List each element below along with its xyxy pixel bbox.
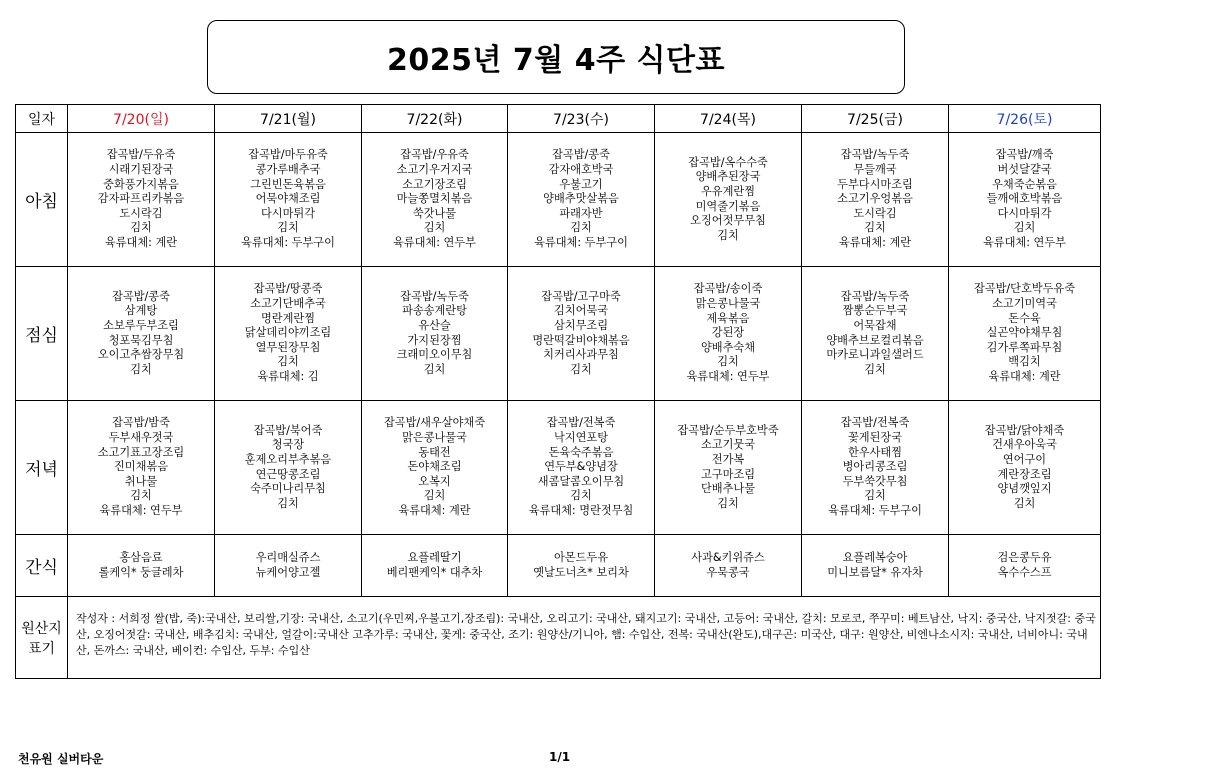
meal-label: 저녁 [16, 401, 68, 535]
menu-item: 소고기표고장조림 [97, 445, 185, 459]
menu-item: 육류대체: 계란 [104, 235, 178, 249]
menu-item: 파래자반 [559, 206, 603, 220]
meal-label: 점심 [16, 267, 68, 401]
menu-item: 양배추된장국 [695, 170, 761, 184]
breakfast-row [16, 133, 1101, 267]
menu-item: 닭살데리야끼조림 [244, 326, 332, 340]
page-title: 2025년 7월 4주 식단표 [387, 43, 725, 78]
menu-item: 그린빈돈육볶음 [250, 177, 326, 191]
menu-item: 요플레복숭아 [842, 550, 908, 564]
menu-item: 동태전 [418, 445, 451, 459]
menu-item: 소보루두부조림 [103, 318, 179, 332]
meal-cell [655, 133, 802, 267]
menu-item: 롤케익* 둥글레차 [98, 565, 184, 579]
menu-item: 잡곡밥/콩죽 [552, 148, 610, 162]
menu-item: 제육볶음 [706, 311, 750, 325]
menu-item: 김치 [277, 355, 299, 369]
menu-item: 육류대체: 명란젓무침 [528, 503, 634, 517]
menu-item: 훈제오리부추볶음 [244, 452, 332, 466]
menu-item: 돈육숙주볶음 [548, 445, 614, 459]
menu-item: 잡곡밥/단호박두유죽 [973, 282, 1076, 296]
menu-item: 소고기우엉볶음 [837, 192, 913, 206]
header-row [16, 105, 1101, 133]
meal-cell [68, 535, 215, 597]
menu-item: 오복지 [418, 474, 451, 488]
menu-item: 우채죽순볶음 [992, 177, 1057, 191]
title-box [207, 20, 905, 94]
menu-item: 청국장 [271, 438, 305, 452]
menu-item: 김치 [423, 489, 446, 503]
menu-item: 우묵콩국 [706, 565, 750, 579]
menu-item: 김치 [864, 221, 886, 235]
menu-item: 잡곡밥/북어죽 [253, 423, 323, 437]
menu-item: 요플레딸기 [407, 550, 462, 564]
menu-item: 꽃게된장국 [847, 431, 903, 445]
menu-item: 잡곡밥/송이죽 [693, 282, 763, 296]
menu-item: 육류대체: 연두부 [983, 235, 1066, 249]
meal-cell [215, 535, 362, 597]
meal-cell [655, 267, 802, 401]
menu-item: 크래미오이무침 [396, 348, 473, 362]
menu-item: 잡곡밥/옥수수죽 [688, 155, 768, 169]
menu-item: 전가복 [711, 452, 745, 466]
meal-cell [68, 133, 215, 267]
menu-item: 김치 [570, 489, 592, 503]
menu-item: 실곤약야채무침 [986, 326, 1063, 340]
menu-item: 김치 [423, 221, 446, 235]
menu-item: 옥수수스프 [997, 565, 1052, 579]
menu-item: 김치 [130, 362, 152, 376]
menu-item: 한우사태찜 [847, 445, 903, 459]
meal-cell [949, 267, 1101, 401]
day-header: 7/24(목) [655, 105, 802, 133]
menu-item: 두부새우젓국 [108, 431, 174, 445]
menu-item: 김치 [864, 489, 886, 503]
menu-item: 낙지연포탕 [553, 431, 609, 445]
menu-item: 잡곡밥/콩죽 [112, 289, 170, 303]
day-header: 7/21(월) [215, 105, 362, 133]
lunch-row [16, 267, 1101, 401]
menu-item: 잡곡밥/우유죽 [400, 148, 469, 162]
menu-item: 다시마튀각 [260, 206, 316, 220]
meal-label: 간식 [16, 535, 68, 597]
day-header: 7/23(수) [508, 105, 655, 133]
menu-item: 김치 [277, 221, 299, 235]
menu-item: 가지된장찜 [407, 333, 462, 347]
menu-item: 잡곡밥/녹두죽 [840, 148, 910, 162]
meal-cell [802, 267, 949, 401]
menu-item: 김치 [570, 362, 592, 376]
menu-item: 잡곡밥/밤죽 [112, 416, 170, 430]
meal-cell [215, 133, 362, 267]
footer-org: 천유원 실버타운 [18, 752, 104, 766]
day-header: 7/20(일) [68, 105, 215, 133]
menu-item: 맑은콩나물국 [402, 431, 467, 445]
menu-item: 취나물 [124, 474, 158, 488]
meal-cell [215, 267, 362, 401]
menu-item: 미니보름달* 유자차 [827, 565, 923, 579]
menu-item: 잡곡밥/고구마죽 [541, 289, 621, 303]
origin-row [16, 597, 1101, 679]
menu-item: 김치 [130, 489, 152, 503]
menu-item: 두부다시마조림 [837, 177, 913, 191]
menu-item: 새콤달콤오이무침 [537, 474, 625, 488]
menu-item: 단배추나물 [700, 482, 756, 496]
menu-item: 돈수육 [1008, 311, 1041, 325]
menu-item: 연근땅콩조림 [255, 467, 321, 481]
menu-item: 짬뽕순두부국 [842, 304, 908, 318]
menu-item: 계란장조림 [997, 467, 1052, 481]
menu-item: 잡곡밥/깨죽 [995, 148, 1054, 162]
menu-item: 육류대체: 계란 [988, 369, 1061, 383]
menu-item: 김치 [1013, 221, 1036, 235]
menu-item: 잡곡밥/녹두죽 [840, 289, 910, 303]
menu-item: 뉴케어양고젤 [255, 565, 321, 579]
menu-item: 소고기뭇국 [700, 438, 756, 452]
menu-item: 마카로니과일샐러드 [826, 348, 924, 362]
menu-item: 쑥갓나물 [412, 206, 457, 220]
meal-cell [802, 535, 949, 597]
menu-item: 육류대체: 연두부 [99, 503, 183, 517]
menu-item: 육류대체: 두부구이 [241, 235, 335, 249]
menu-item: 육류대체: 김 [257, 369, 319, 383]
menu-item: 잡곡밥/땅콩죽 [253, 282, 323, 296]
menu-table [15, 104, 1101, 679]
menu-item: 명란계란찜 [260, 311, 316, 325]
meal-cell [362, 401, 508, 535]
menu-item: 감자애호박국 [548, 163, 614, 177]
menu-item: 열무된장무침 [255, 340, 321, 354]
menu-item: 다시마튀각 [997, 206, 1052, 220]
meal-cell [655, 401, 802, 535]
meal-cell [802, 401, 949, 535]
menu-item: 도시락김 [853, 206, 897, 220]
meal-label: 아침 [16, 133, 68, 267]
menu-item: 건새우아욱국 [992, 438, 1057, 452]
menu-item: 김치 [717, 355, 739, 369]
menu-item: 어묵야채조림 [255, 192, 321, 206]
menu-item: 아몬드두유 [553, 550, 609, 564]
meal-cell [802, 133, 949, 267]
menu-item: 잡곡밥/마두유죽 [248, 148, 328, 162]
menu-item: 중화풍가지볶음 [103, 177, 179, 191]
meal-cell [215, 401, 362, 535]
menu-item: 파송송계란탕 [402, 304, 467, 318]
menu-item: 육류대체: 연두부 [393, 235, 476, 249]
menu-item: 들깨애호박볶음 [986, 192, 1063, 206]
meal-cell [508, 401, 655, 535]
origin-text: 작성자 : 서희정 쌀(밥, 죽):국내산, 보리쌀,기장: 국내산, 소고기(우민찌,우불고기,장조림): 국내산, 오리고기: 국내산, 돼지고기: 국내산, 고등어: 국내산, 갈치: 모로코, 쭈꾸미: 베트남산, 낙지: 중국산, 낙지젓갈: 중국산, 오징어젓갈: 국내산, 배추김치: 국내산, 얼갈이:국내산 고추가루: 국내산, 꽃게: 중국산, 조기: 원양산/기니아, 햄: 수입산, 전복: 국내산(완도),대구곤: 미국산, 대구: 원양산, 비엔나소시지: 국내산, 너비아니: 국내산, 돈까스: 국내산, 베이컨: 수입산, 두부: 수입산 [68, 597, 1101, 679]
menu-item: 육류대체: 계란 [398, 503, 471, 517]
menu-item: 무들깨국 [853, 163, 897, 177]
menu-item: 김치 [717, 496, 739, 510]
menu-item: 오징어젓무무침 [690, 214, 766, 228]
menu-item: 콩가루배추국 [255, 163, 321, 177]
meal-cell [655, 535, 802, 597]
menu-item: 우유계란찜 [700, 184, 756, 198]
menu-item: 홍삼음료 [119, 550, 163, 564]
menu-item: 김치 [864, 362, 886, 376]
meal-cell [508, 535, 655, 597]
origin-label: 원산지 표기 [16, 597, 68, 679]
meal-cell [68, 401, 215, 535]
menu-item: 잡곡밥/전복죽 [840, 416, 910, 430]
menu-item: 육류대체: 두부구이 [828, 503, 922, 517]
menu-item: 김치 [570, 221, 592, 235]
menu-item: 양배추맛살볶음 [543, 192, 619, 206]
menu-item: 옛날도너츠* 보리차 [533, 565, 629, 579]
menu-item: 잡곡밥/닭야채죽 [984, 423, 1065, 437]
menu-item: 강된장 [711, 326, 745, 340]
menu-item: 연어구이 [1002, 452, 1047, 466]
menu-item: 어묵잡채 [853, 318, 897, 332]
menu-item: 김치 [130, 221, 152, 235]
meal-cell [68, 267, 215, 401]
dinner-row [16, 401, 1101, 535]
menu-item: 진미채볶음 [113, 460, 169, 474]
footer-page: 1/1 [549, 750, 571, 764]
menu-item: 육류대체: 두부구이 [534, 235, 628, 249]
meal-cell [949, 133, 1101, 267]
menu-item: 잡곡밥/새우살야채죽 [383, 416, 486, 430]
day-header: 7/25(금) [802, 105, 949, 133]
menu-item: 육류대체: 연두부 [686, 369, 770, 383]
menu-item: 김가루쪽파무침 [986, 340, 1063, 354]
menu-item: 잡곡밥/전복죽 [546, 416, 616, 430]
menu-item: 숙주미나리무침 [250, 482, 326, 496]
day-header: 7/22(화) [362, 105, 508, 133]
menu-item: 도시락김 [119, 206, 163, 220]
menu-item: 명란떡갈비야채볶음 [532, 333, 630, 347]
menu-item: 두부쑥갓무침 [842, 474, 908, 488]
menu-item: 병아리콩조림 [842, 460, 908, 474]
menu-item: 김치 [277, 496, 299, 510]
menu-item: 육류대체: 계란 [838, 235, 912, 249]
menu-item: 양배추브로컬리볶음 [826, 333, 924, 347]
meal-cell [362, 133, 508, 267]
menu-item: 우리매실쥬스 [255, 550, 321, 564]
menu-item: 양배추숙채 [700, 340, 756, 354]
meal-cell [949, 401, 1101, 535]
meal-cell [362, 267, 508, 401]
menu-item: 잡곡밥/두유죽 [106, 148, 176, 162]
menu-item: 버섯달걀국 [997, 163, 1052, 177]
menu-item: 고구마조림 [700, 467, 756, 481]
menu-item: 치커리사과무침 [543, 348, 619, 362]
meal-cell [362, 535, 508, 597]
menu-item: 오이고추쌈장무침 [97, 348, 185, 362]
menu-item: 청포묵김무침 [108, 333, 174, 347]
menu-item: 소고기미역국 [992, 297, 1057, 311]
menu-item: 김치 [423, 362, 446, 376]
snack-row [16, 535, 1101, 597]
menu-item: 소고기우거지국 [396, 163, 473, 177]
menu-item: 미역줄기볶음 [695, 199, 761, 213]
menu-item: 김치 [1013, 496, 1036, 510]
menu-item: 연두부&양념장 [544, 460, 618, 474]
menu-item: 베리팬케익* 대추차 [386, 565, 483, 579]
menu-item: 시래기된장국 [108, 163, 174, 177]
menu-item: 잡곡밥/녹두죽 [400, 289, 469, 303]
menu-item: 소고기장조림 [402, 177, 467, 191]
menu-item: 삼치무조림 [553, 318, 609, 332]
menu-item: 우불고기 [559, 177, 603, 191]
menu-item: 검은콩두유 [997, 550, 1052, 564]
menu-item: 마늘쫑멸치볶음 [396, 192, 473, 206]
meal-cell [508, 133, 655, 267]
menu-item: 맑은콩나물국 [695, 297, 761, 311]
menu-item: 사과&키위쥬스 [691, 550, 765, 564]
menu-item: 백김치 [1008, 355, 1041, 369]
menu-item: 김치어묵국 [553, 304, 609, 318]
meal-cell [949, 535, 1101, 597]
menu-item: 삼계탕 [124, 304, 158, 318]
menu-item: 소고기단배추국 [250, 297, 326, 311]
menu-item: 양념깻잎지 [997, 482, 1052, 496]
menu-item: 유산슬 [418, 318, 451, 332]
date-label: 일자 [16, 105, 68, 133]
menu-item: 감자파프리카볶음 [97, 192, 185, 206]
day-header: 7/26(토) [949, 105, 1101, 133]
menu-item: 잡곡밥/순두부호박죽 [677, 423, 779, 437]
menu-item: 김치 [717, 228, 739, 242]
menu-item: 돈야채조림 [407, 460, 462, 474]
meal-cell [508, 267, 655, 401]
